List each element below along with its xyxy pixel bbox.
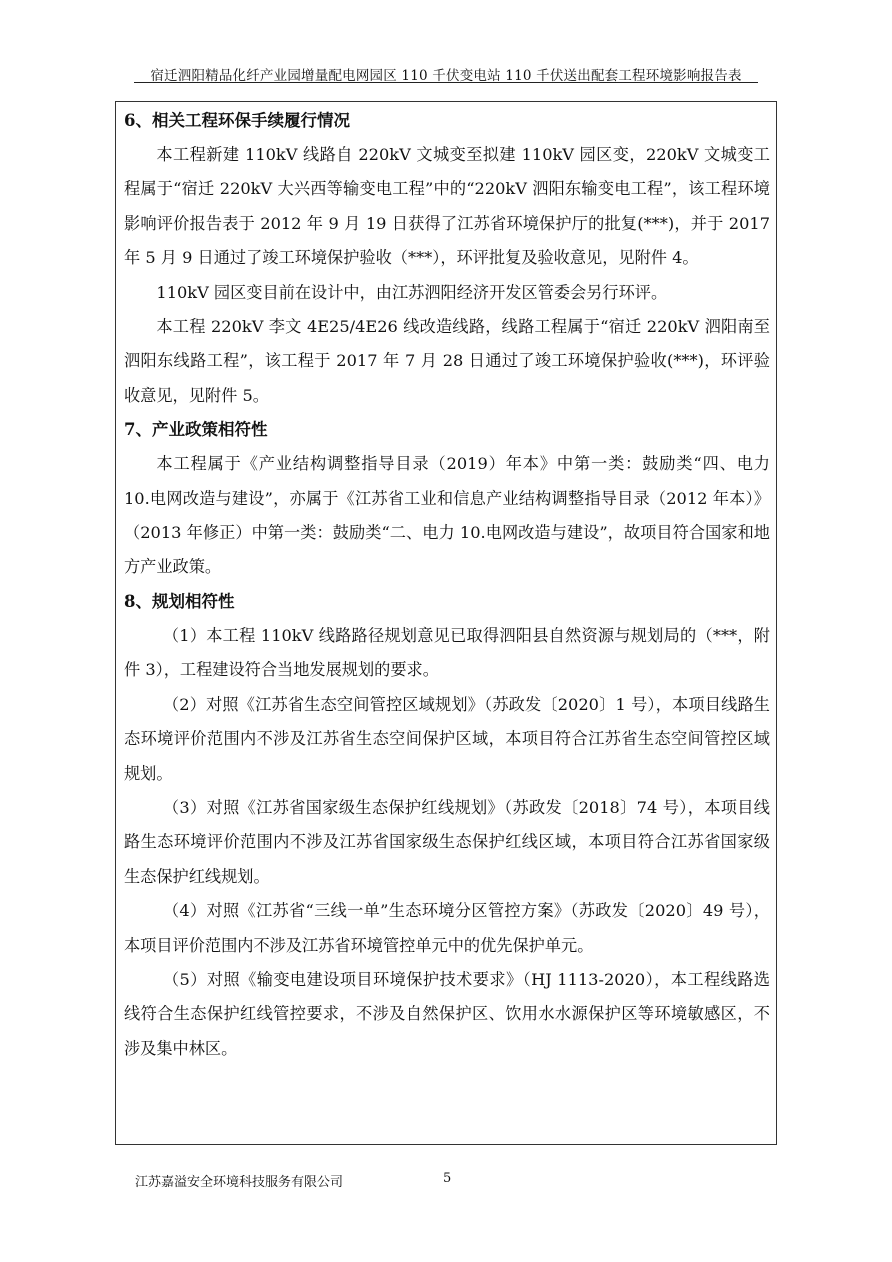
section-8-item-3: （3）对照《江苏省国家级生态保护红线规划》（苏政发〔2018〕74 号），本项目线路生态环境评价范围内不涉及江苏省国家级生态保护红线区域，本项目符合江苏省国家级生态保护红线规划。 <box>124 797 770 886</box>
section-8-item-1: （1）本工程 110kV 线路路径规划意见已取得泗阳县自然资源与规划局的（***，附件 3），工程建设符合当地发展规划的要求。 <box>124 625 770 680</box>
header-divider <box>134 82 758 83</box>
document-body <box>124 104 770 1066</box>
footer-company-name: 江苏嘉溢安全环境科技服务有限公司 <box>135 1175 344 1190</box>
section-8-item-2: （2）对照《江苏省生态空间管控区域规划》（苏政发〔2020〕1 号），本项目线路生态环境评价范围内不涉及江苏省生态空间保护区域，本项目符合江苏省生态空间管控区域规划。 <box>124 694 770 783</box>
section-heading-8: 8、规划相符性 <box>124 591 235 611</box>
section-7-paragraph-1: 本工程属于《产业结构调整指导目录（2019）年本》中第一类：鼓励类“四、电力 10.电网改造与建设”，亦属于《江苏省工业和信息产业结构调整指导目录（2012 年本）》（2013 年修正）中第一类：鼓励类“二、电力 10.电网改造与建设”，故项目符合国家和地方产业政策。 <box>124 454 770 577</box>
section-6-paragraph-2: 110kV 园区变目前在设计中，由江苏泗阳经济开发区管委会另行环评。 <box>156 282 668 302</box>
section-6-paragraph-3: 本工程 220kV 李文 4E25/4E26 线改造线路，线路工程属于“宿迁 220kV 泗阳南至泗阳东线路工程”，该工程于 2017 年 7 月 28 日通过了竣工环境保护验收(***)，环评验收意见，见附件 5。 <box>124 317 770 405</box>
document-header-title: 宿迁泗阳精品化纤产业园增量配电网园区 110 千伏变电站 110 千伏送出配套工程环境影响报告表 <box>150 68 742 84</box>
section-heading-7: 7、产业政策相符性 <box>124 420 268 440</box>
section-6-paragraph-1: 本工程新建 110kV 线路自 220kV 文城变至拟建 110kV 园区变，220kV 文城变工程属于“宿迁 220kV 大兴西等输变电工程”中的“220kV 泗阳东输变电工程”，该工程环境影响评价报告表于 2012 年 9 月 19 日获得了江苏省环境保护厅的批复(***)，并于 2017 年 5 月 9 日通过了竣工环境保护验收（***），环评批复及验收意见，见附件 4。 <box>124 145 770 268</box>
section-8-item-4: （4）对照《江苏省“三线一单”生态环境分区管控方案》（苏政发〔2020〕49 号），本项目评价范围内不涉及江苏省环境管控单元中的优先保护单元。 <box>124 901 770 955</box>
section-heading-6: 6、相关工程环保手续履行情况 <box>124 111 350 130</box>
page-number: 5 <box>443 1171 452 1186</box>
section-8-item-5: （5）对照《输变电建设项目环境保护技术要求》（HJ 1113-2020），本工程线路选线符合生态保护红线管控要求，不涉及自然保护区、饮用水水源保护区等环境敏感区，不涉及集中林区。 <box>124 969 770 1058</box>
